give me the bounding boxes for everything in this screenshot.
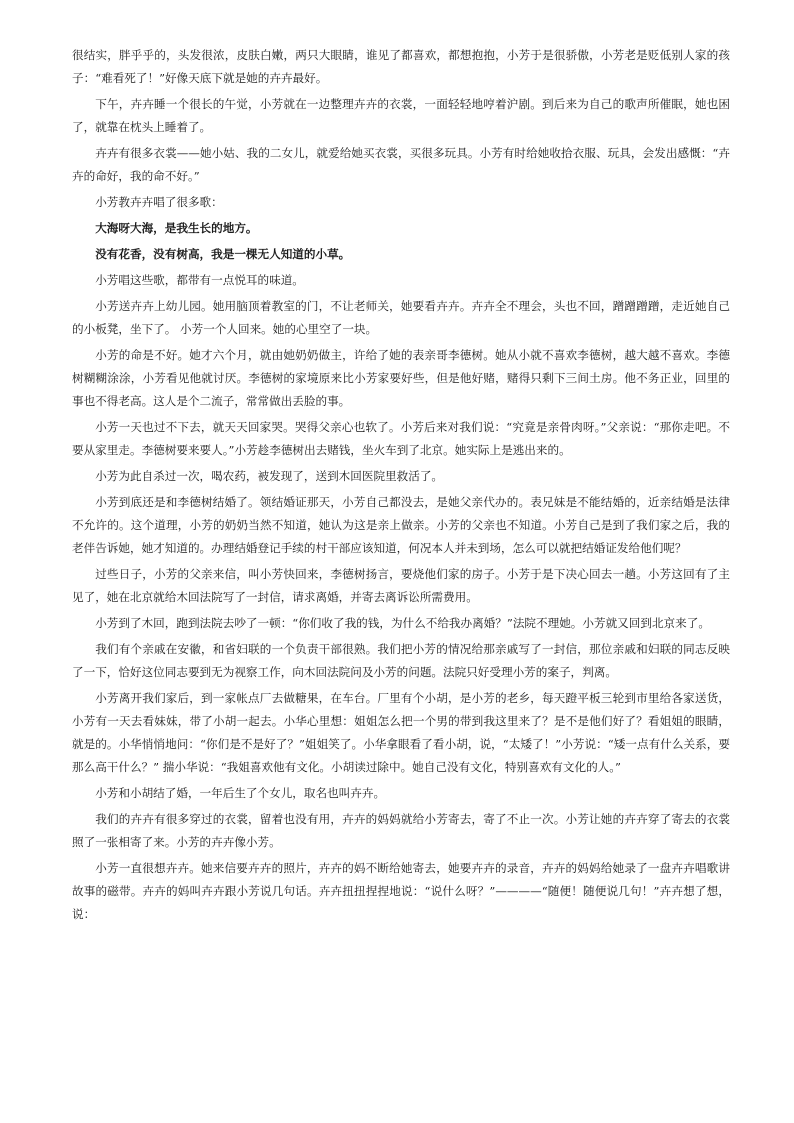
paragraph: 小芳为此自杀过一次，喝农药，被发现了，送到木回医院里救活了。 xyxy=(95,469,444,483)
paragraph: 小芳教卉卉唱了很多歌： xyxy=(95,195,223,209)
paragraph: 小芳唱这些歌，都带有一点悦耳的味道。 xyxy=(95,273,304,287)
document-body xyxy=(72,44,730,926)
paragraph: 我们的卉卉有很多穿过的衣裳，留着也没有用，卉卉的妈妈就给小芳寄去，寄了不止一次。小芳让她的卉卉穿了寄去的衣裳照了一张相寄了来。小芳的卉卉像小芳。 xyxy=(72,812,730,849)
paragraph: 下午，卉卉睡一个很长的午觉，小芳就在一边整理卉卉的衣裳，一面轻轻地哼着沪剧。到后来为自己的歌声所催眠，她也困了，就靠在枕头上睡着了。 xyxy=(72,97,730,134)
paragraph: 我们有个亲戚在安徽，和省妇联的一个负责干部很熟。我们把小芳的情况给那亲戚写了一封信，那位亲戚和妇联的同志反映了一下，恰好这位同志要到无为视察工作，向木回法院问及小芳的问题。法院只好受理小芳的案子，判离。 xyxy=(72,642,730,679)
paragraph: 小芳离开我们家后，到一家帐点厂去做糖果，在车台。厂里有个小胡，是小芳的老乡，每天蹬平板三轮到市里给各家送货，小芳有一天去看妹妹，带了小胡一起去。小华心里想：姐姐怎么把一个男的带到我这里来了？是不是他们好了？看姐姐的眼睛，就是的。小华悄悄地问：“你们是不是好了？”姐姐笑了。小华拿眼看了看小胡，说，“太矮了！”小芳说：“矮一点有什么关系，要那么高干什么？” 揣小华说：“我姐喜欢他有文化。小胡读过除中。她自己没有文化，特别喜欢有文化的人。” xyxy=(72,691,730,774)
paragraph: 小芳的命是不好。她才六个月，就由她奶奶做主，许给了她的表亲哥李德树。她从小就不喜欢李德树，越大越不喜欢。李德树糊糊涂涂，小芳看见他就讨厌。李德树的家境原来比小芳家要好些，但是他好赌，赌得只剩下三间土房。他不务正业，回里的事也不得老高。这人是个二流子，常常做出丢脸的事。 xyxy=(72,348,730,408)
paragraph: 小芳送卉卉上幼儿园。她用脑顶着教室的门，不让老师关，她要看卉卉。卉卉全不理会，头也不回，蹭蹭蹭蹭，走近她自己的小板凳，坐下了。 小芳一个人回来。她的心里空了一块。 xyxy=(72,299,730,336)
paragraph: 小芳一天也过不下去，就天天回家哭。哭得父亲心也软了。小芳后来对我们说：“究竟是亲骨肉呀。”父亲说：“那你走吧。不要从家里走。李德树要来要人。”小芳趁李德树出去赌钱，坐火车到了北京。她实际上是逃出来的。 xyxy=(72,420,730,457)
paragraph: 小芳到了木回，跑到法院去吵了一顿：“你们收了我的钱，为什么不给我办离婚？”法院不理她。小芳就又回到北京来了。 xyxy=(95,616,710,630)
paragraph: 小芳和小胡结了婚，一年后生了个女儿，取名也叫卉卉。 xyxy=(95,786,386,800)
paragraph: 小芳一直很想卉卉。她来信要卉卉的照片，卉卉的妈不断给她寄去，她要卉卉的录音，卉卉的妈妈给她录了一盘卉卉唱歌讲故事的磁带。卉卉的妈叫卉卉跟小芳说几句话。卉卉扭扭捏捏地说：“说什么呀？”————“随便！随便说几句！”卉卉想了想，说： xyxy=(72,861,730,921)
paragraph: 过些日子，小芳的父亲来信，叫小芳快回来，李德树扬言，要烧他们家的房子。小芳于是下决心回去一趟。小芳这回有了主见了，她在北京就给木回法院写了一封信，请求离婚，并寄去离诉讼所需费用。 xyxy=(72,567,730,604)
paragraph: 卉卉有很多衣裳——她小姑、我的二女儿，就爱给她买衣裳，买很多玩具。小芳有时给她收拾衣服、玩具，会发出感慨：“卉卉的命好，我的命不好。” xyxy=(72,146,730,183)
song-lyric-line: 大海呀大海，是我生长的地方。 xyxy=(95,221,258,235)
song-lyric-line: 没有花香，没有树高，我是一棵无人知道的小草。 xyxy=(95,247,351,261)
paragraph: 小芳到底还是和李德树结婚了。领结婚证那天，小芳自己都没去，是她父亲代办的。表兄妹是不能结婚的，近亲结婚是法律不允许的。这个道理，小芳的奶奶当然不知道，她认为这是亲上做亲。小芳的父亲也不知道。小芳自己是到了我们家之后，我的老伴告诉她，她才知道的。办理结婚登记手续的村干部应该知道，何况本人并未到场，怎么可以就把结婚证发给他们呢？ xyxy=(72,495,730,555)
paragraph: 很结实，胖乎乎的，头发很浓，皮肤白嫩，两只大眼睛，谁见了都喜欢，都想抱抱，小芳于是很骄傲，小芳老是贬低别人家的孩子：“难看死了！”好像天底下就是她的卉卉最好。 xyxy=(72,48,730,85)
